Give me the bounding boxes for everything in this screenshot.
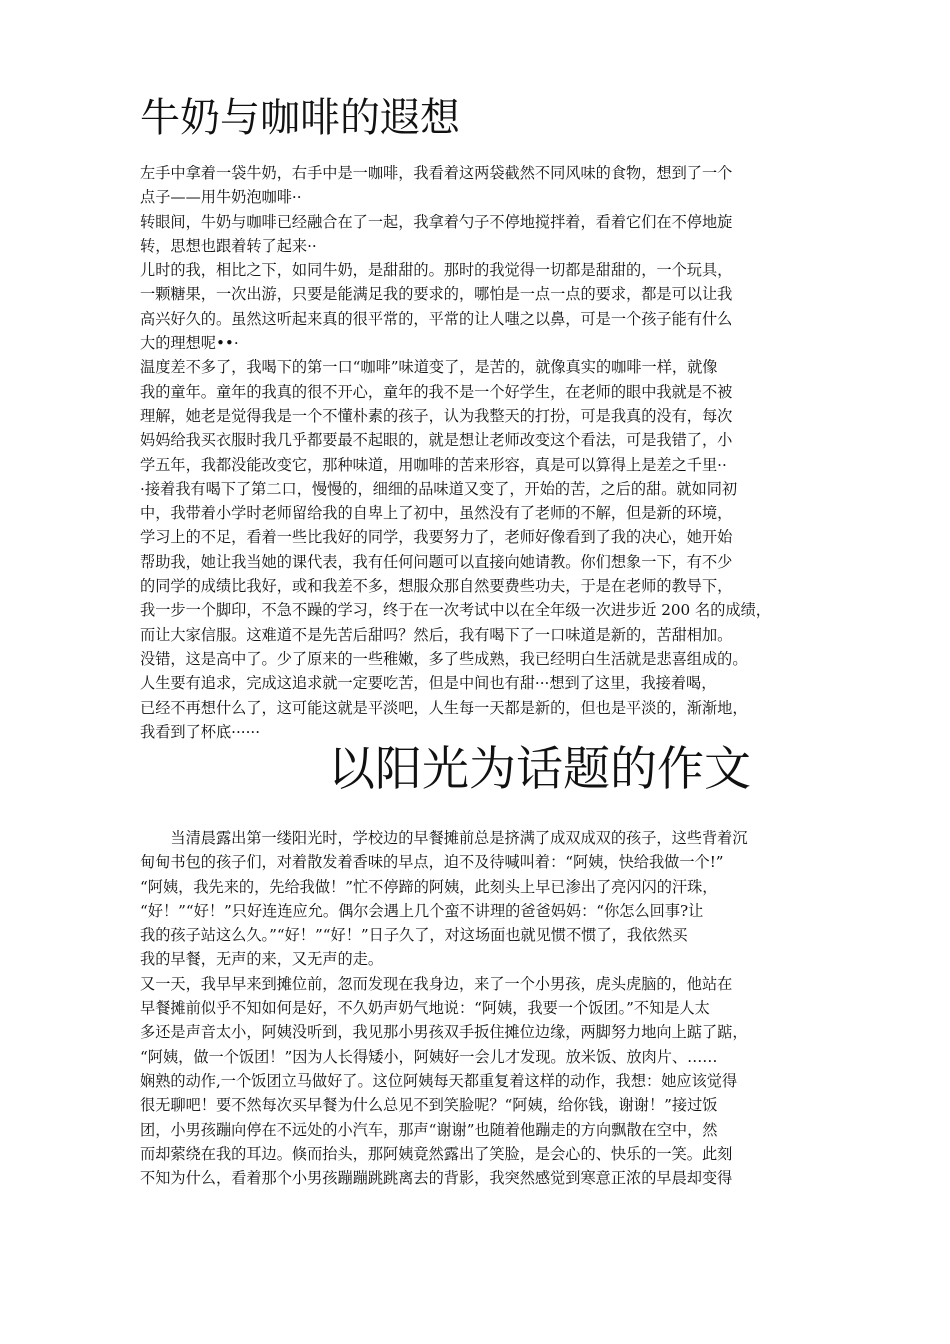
article2-line: 而却萦绕在我的耳边。倏而抬头，那阿姨竟然露出了笑脸，是会心的、快乐的一笑。此刻 <box>140 1144 733 1163</box>
article1-line: 学五年，我都没能改变它，那种味道，用咖啡的苦来形容，真是可以算得上是差之千里·· <box>140 455 727 474</box>
article1-line: 已经不再想什么了，这可能这就是平淡吧，人生每一天都是新的，但也是平淡的，渐渐地， <box>140 698 748 717</box>
article2-line: 很无聊吧！要不然每次买早餐为什么总见不到笑脸呢？“阿姨，给你钱，谢谢！”接过饭 <box>140 1096 718 1115</box>
article1-line: ·接着我有喝下了第二口，慢慢的，细细的品味道又变了，开始的苦，之后的甜。就如同初 <box>140 479 738 498</box>
article1-line: 我的童年。童年的我真的很不开心，童年的我不是一个好学生，在老师的眼中我就是不被 <box>140 382 733 401</box>
article2-line: 多还是声音太小，阿姨没听到，我见那小男孩双手扳住摊位边缘，两脚努力地向上踮了踮， <box>140 1023 748 1042</box>
article1-line: 一颗糖果，一次出游，只要是能满足我的要求的，哪怕是一点一点的要求，都是可以让我 <box>140 285 733 304</box>
article1-line: 学习上的不足，看着一些比我好的同学，我要努力了，老师好像看到了我的决心，她开始 <box>140 528 733 547</box>
article1-line: 妈妈给我买衣服时我几乎都要最不起眼的，就是想让老师改变这个看法，可是我错了，小 <box>140 431 733 450</box>
article2-line: “阿姨，做一个饭团！”因为人长得矮小，阿姨好一会儿才发现。放米饭、放肉片、…… <box>140 1047 718 1066</box>
article1-title: 牛奶与咖啡的遐想 <box>140 95 460 141</box>
article1-line: 转，思想也跟着转了起来·· <box>140 236 317 255</box>
article1-line: 转眼间，牛奶与咖啡已经融合在了一起，我拿着勺子不停地搅拌着，看着它们在不停地旋 <box>140 212 733 231</box>
article2-line: “阿姨，我先来的，先给我做！”忙不停蹄的阿姨，此刻头上早已渗出了亮闪闪的汗珠， <box>140 877 718 896</box>
article1-line: 帮助我，她让我当她的课代表，我有任何问题可以直接向她请教。你们想象一下，有不少 <box>140 552 733 571</box>
article2-line: “好！”“好！”只好连连应允。偶尔会遇上几个蛮不讲理的爸爸妈妈：“你怎么回事?让 <box>140 901 704 920</box>
article2-line: 又一天，我早早来到摊位前，忽而发现在我身边，来了一个小男孩，虎头虎脑的，他站在 <box>140 974 733 993</box>
article2-body <box>140 826 830 1190</box>
article1-line: 人生要有追求，完成这追求就一定要吃苦，但是中间也有甜···想到了这里，我接着喝， <box>140 674 717 693</box>
article1-line: 而让大家信服。这难道不是先苦后甜吗？然后，我有喝下了一口味道是新的，苦甜相加。 <box>140 625 733 644</box>
article1-line: 没错，这是高中了。少了原来的一些稚嫩，多了些成熟，我已经明白生活就是悲喜组成的。 <box>140 649 748 668</box>
article1-line: 温度差不多了，我喝下的第一口“咖啡”味道变了，是苦的，就像真实的咖啡一样，就像 <box>140 358 718 377</box>
article1-line: 点子——用牛奶泡咖啡·· <box>140 188 302 207</box>
article2-title: 以阳光为话题的作文 <box>328 742 751 797</box>
article2-line: 当清晨露出第一缕阳光时，学校边的早餐摊前总是挤满了成双成双的孩子，这些背着沉 <box>140 829 748 847</box>
article1-line: 儿时的我，相比之下，如同牛奶，是甜甜的。那时的我觉得一切都是甜甜的，一个玩具， <box>140 261 733 280</box>
article1-line: 中，我带着小学时老师留给我的自卑上了初中，虽然没有了老师的不解，但是新的环境， <box>140 504 733 523</box>
article2-line: 早餐摊前似乎不知如何是好，不久奶声奶气地说：“阿姨，我要一个饭团。”不知是人太 <box>140 999 710 1018</box>
article2-line: 团，小男孩蹦向停在不远处的小汽车，那声“谢谢”也随着他蹦走的方向飘散在空中，然 <box>140 1120 718 1139</box>
article1-line: 我看到了杯底······ <box>140 722 261 741</box>
article1-line: 的同学的成绩比我好，或和我差不多，想服众那自然要费些功夫，于是在老师的教导下， <box>140 577 733 596</box>
article1-line: 高兴好久的。虽然这听起来真的很平常的，平常的让人嗤之以鼻，可是一个孩子能有什么 <box>140 309 733 328</box>
article2-line: 我的孩子站这么久。”“好！”“好！”日子久了，对这场面也就见惯不惯了，我依然买 <box>140 926 688 945</box>
article2-line: 不知为什么，看着那个小男孩蹦蹦跳跳离去的背影，我突然感觉到寒意正浓的早晨却变得 <box>140 1169 733 1188</box>
article1-line: 理解，她老是觉得我是一个不懂朴素的孩子，认为我整天的打扮，可是我真的没有，每次 <box>140 406 733 425</box>
article1-line: 大的理想呢••· <box>140 334 239 353</box>
article2-line: 娴熟的动作,一个饭团立马做好了。这位阿姨每天都重复着这样的动作，我想：她应该觉得 <box>140 1071 738 1090</box>
article2-line: 我的早餐，无声的来，又无声的走。 <box>140 950 383 969</box>
article1-body <box>140 161 830 744</box>
article2-line: 甸甸书包的孩子们，对着散发着香味的早点，迫不及待喊叫着：“阿姨，快给我做一个!” <box>140 853 724 872</box>
article1-line: 左手中拿着一袋牛奶，右手中是一咖啡，我看着这两袋截然不同风味的食物，想到了一个 <box>140 164 733 182</box>
article1-line: 我一步一个脚印，不急不躁的学习，终于在一次考试中以在全年级一次进步近 200 名的成绩， <box>140 601 771 620</box>
